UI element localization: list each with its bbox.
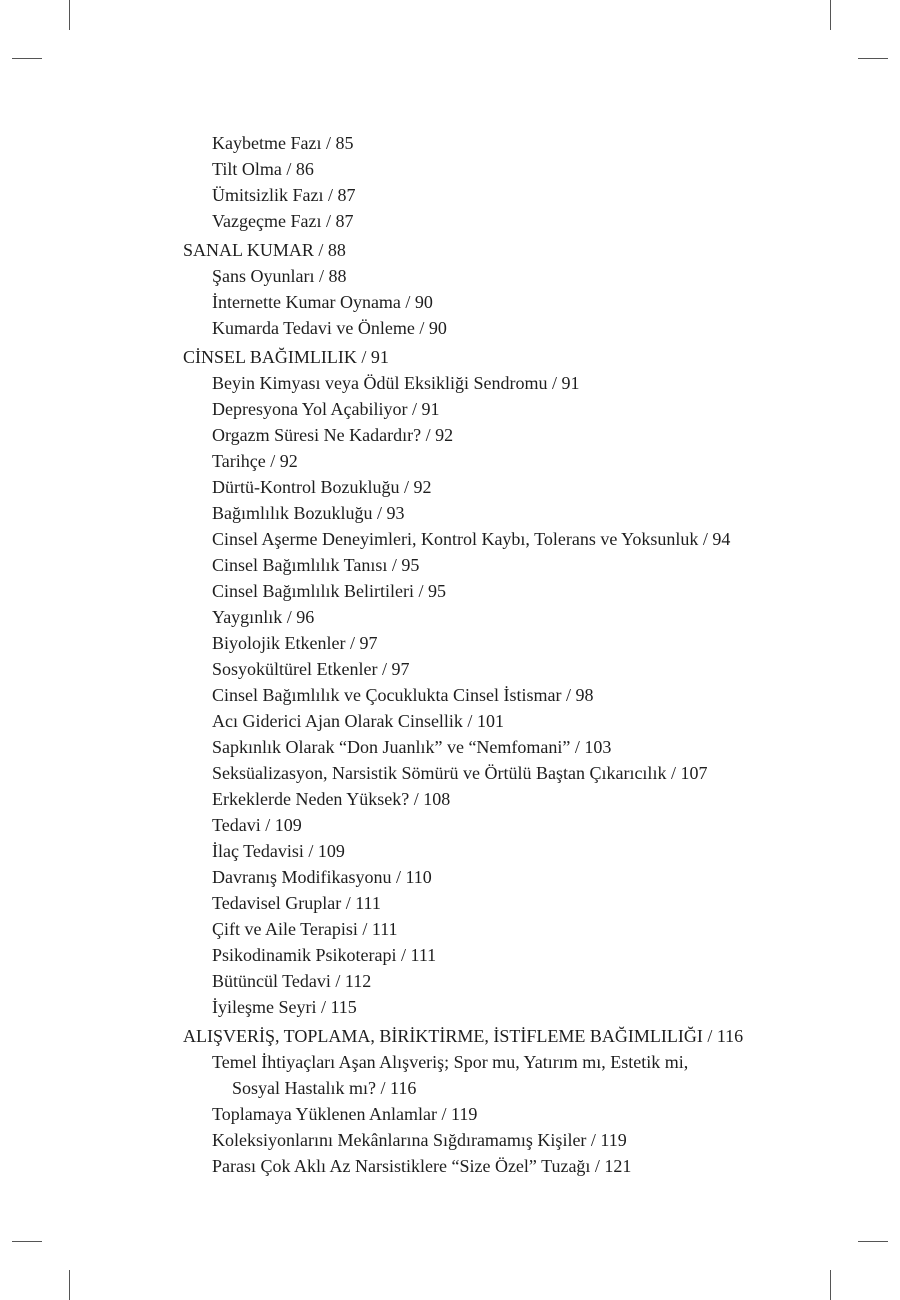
toc-entry-text: Orgazm Süresi Ne Kadardır? / 92 [212, 425, 454, 445]
toc-section-heading [183, 237, 823, 263]
toc-entry [183, 630, 823, 656]
toc-entry [183, 734, 823, 760]
toc-entry-text: Kaybetme Fazı / 85 [212, 133, 354, 153]
toc-entry [183, 130, 823, 156]
toc-entry-text: Psikodinamik Psikoterapi / 111 [212, 945, 437, 965]
toc-entry-text: Bütüncül Tedavi / 112 [212, 971, 372, 991]
toc-entry-text: Kumarda Tedavi ve Önleme / 90 [212, 318, 447, 338]
toc-entry-text: Toplamaya Yüklenen Anlamlar / 119 [212, 1104, 478, 1124]
table-of-contents [183, 130, 823, 1179]
toc-entry [183, 396, 823, 422]
toc-entry-text: ALIŞVERİŞ, TOPLAMA, BİRİKTİRME, İSTİFLEME BAĞIMLILIĞI / 116 [183, 1026, 744, 1046]
crop-mark-right-top [858, 58, 888, 59]
toc-entry-text: Cinsel Aşerme Deneyimleri, Kontrol Kaybı, Tolerans ve Yoksunluk / 94 [212, 529, 731, 549]
toc-entry [183, 786, 823, 812]
toc-entry-text: Yaygınlık / 96 [212, 607, 315, 627]
crop-mark-left-top [12, 58, 42, 59]
toc-section-heading [183, 1023, 823, 1049]
toc-entry-text: Tedavi / 109 [212, 815, 302, 835]
toc-entry-text: Erkeklerde Neden Yüksek? / 108 [212, 789, 451, 809]
toc-entry [183, 942, 823, 968]
toc-entry-text: CİNSEL BAĞIMLILIK / 91 [183, 347, 389, 367]
toc-entry [183, 812, 823, 838]
toc-entry-text: Biyolojik Etkenler / 97 [212, 633, 378, 653]
toc-entry-text: Cinsel Bağımlılık Belirtileri / 95 [212, 581, 446, 601]
toc-entry-text: Cinsel Bağımlılık ve Çocuklukta Cinsel İstismar / 98 [212, 685, 594, 705]
toc-entry-text: Vazgeçme Fazı / 87 [212, 211, 354, 231]
toc-entry [183, 994, 823, 1020]
toc-entry-text: SANAL KUMAR / 88 [183, 240, 346, 260]
toc-entry [183, 1153, 823, 1179]
toc-entry-text: Acı Giderici Ajan Olarak Cinsellik / 101 [212, 711, 504, 731]
crop-mark-right-bottom [858, 1241, 888, 1242]
toc-entry-text: Sosyokültürel Etkenler / 97 [212, 659, 410, 679]
toc-entry-text: Temel İhtiyaçları Aşan Alışveriş; Spor mu, Yatırım mı, Estetik mi, [212, 1052, 689, 1072]
toc-entry [183, 916, 823, 942]
toc-entry [183, 208, 823, 234]
toc-entry [183, 289, 823, 315]
toc-entry [183, 552, 823, 578]
crop-mark-top-left [69, 0, 70, 30]
toc-section-heading [183, 344, 823, 370]
toc-entry [183, 263, 823, 289]
toc-entry [183, 526, 823, 552]
toc-entry [183, 370, 823, 396]
toc-entry-continuation: Sosyal Hastalık mı? / 116 [232, 1078, 417, 1098]
toc-entry [183, 656, 823, 682]
toc-entry [183, 1049, 823, 1101]
toc-entry-text: Seksüalizasyon, Narsistik Sömürü ve Örtülü Baştan Çıkarıcılık / 107 [212, 763, 708, 783]
toc-entry-text: İyileşme Seyri / 115 [212, 997, 357, 1017]
toc-entry [183, 315, 823, 341]
crop-mark-bottom-left [69, 1270, 70, 1300]
toc-entry-text: Sapkınlık Olarak “Don Juanlık” ve “Nemfomani” / 103 [212, 737, 612, 757]
toc-entry [183, 708, 823, 734]
toc-entry [183, 578, 823, 604]
toc-entry [183, 968, 823, 994]
toc-entry [183, 474, 823, 500]
toc-entry-text: Cinsel Bağımlılık Tanısı / 95 [212, 555, 420, 575]
toc-entry-text: Beyin Kimyası veya Ödül Eksikliği Sendromu / 91 [212, 373, 580, 393]
crop-mark-bottom-right [830, 1270, 831, 1300]
toc-entry-text: Tedavisel Gruplar / 111 [212, 893, 381, 913]
toc-entry [183, 182, 823, 208]
toc-entry [183, 1101, 823, 1127]
toc-entry-text: Davranış Modifikasyonu / 110 [212, 867, 432, 887]
toc-entry [183, 156, 823, 182]
toc-entry [183, 500, 823, 526]
toc-entry-text: Ümitsizlik Fazı / 87 [212, 185, 356, 205]
toc-entry-text: Çift ve Aile Terapisi / 111 [212, 919, 398, 939]
crop-mark-left-bottom [12, 1241, 42, 1242]
toc-entry [183, 838, 823, 864]
toc-entry [183, 422, 823, 448]
toc-entry-text: Tarihçe / 92 [212, 451, 298, 471]
toc-entry-text: İlaç Tedavisi / 109 [212, 841, 345, 861]
crop-mark-top-right [830, 0, 831, 30]
toc-entry-text: İnternette Kumar Oynama / 90 [212, 292, 433, 312]
toc-entry [183, 760, 823, 786]
toc-entry [183, 604, 823, 630]
toc-entry [183, 1127, 823, 1153]
toc-entry-text: Şans Oyunları / 88 [212, 266, 347, 286]
toc-entry-text: Bağımlılık Bozukluğu / 93 [212, 503, 405, 523]
toc-entry [183, 890, 823, 916]
toc-entry-text: Parası Çok Aklı Az Narsistiklere “Size Özel” Tuzağı / 121 [212, 1156, 632, 1176]
toc-entry [183, 864, 823, 890]
toc-entry [183, 448, 823, 474]
toc-entry-text: Depresyona Yol Açabiliyor / 91 [212, 399, 440, 419]
toc-entry-text: Dürtü-Kontrol Bozukluğu / 92 [212, 477, 432, 497]
toc-entry-text: Tilt Olma / 86 [212, 159, 314, 179]
toc-entry [183, 682, 823, 708]
toc-entry-text: Koleksiyonlarını Mekânlarına Sığdıramamış Kişiler / 119 [212, 1130, 627, 1150]
